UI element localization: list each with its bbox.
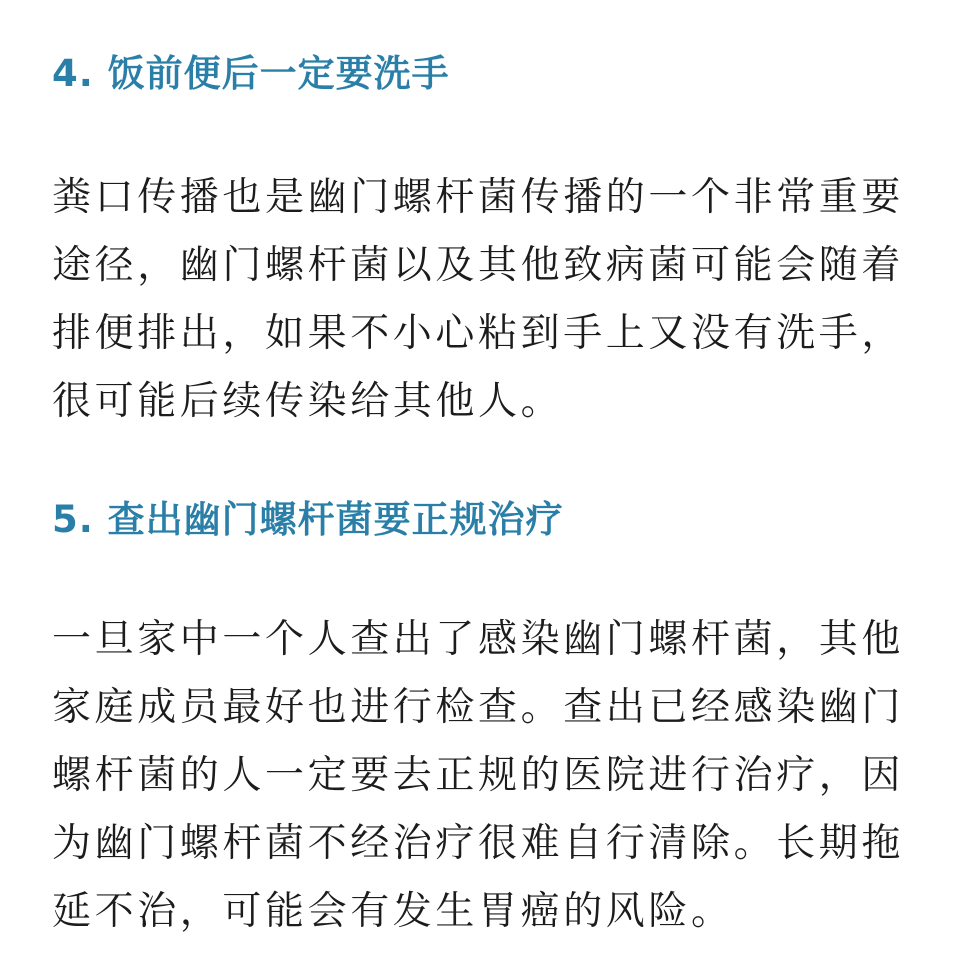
section-5-paragraph bbox=[52, 606, 908, 946]
section-4-heading: 4. 饭前便后一定要洗手 bbox=[52, 52, 450, 95]
paragraph-line: 很可能后续传染给其他人。 bbox=[52, 379, 564, 424]
paragraph-line: 一旦家中一个人查出了感染幽门螺杆菌，其他 bbox=[52, 617, 905, 662]
paragraph-line: 螺杆菌的人一定要去正规的医院进行治疗，因 bbox=[52, 753, 905, 798]
section-4-paragraph bbox=[52, 164, 908, 436]
paragraph-line: 排便排出，如果不小心粘到手上又没有洗手， bbox=[52, 311, 905, 356]
paragraph-line: 途径，幽门螺杆菌以及其他致病菌可能会随着 bbox=[52, 243, 905, 288]
paragraph-line: 家庭成员最好也进行检查。查出已经感染幽门 bbox=[52, 685, 905, 730]
paragraph-line: 延不治，可能会有发生胃癌的风险。 bbox=[52, 889, 734, 934]
paragraph-line: 为幽门螺杆菌不经治疗很难自行清除。长期拖 bbox=[52, 821, 905, 866]
section-5-heading: 5. 查出幽门螺杆菌要正规治疗 bbox=[52, 498, 564, 541]
paragraph-line: 粪口传播也是幽门螺杆菌传播的一个非常重要 bbox=[52, 175, 905, 220]
